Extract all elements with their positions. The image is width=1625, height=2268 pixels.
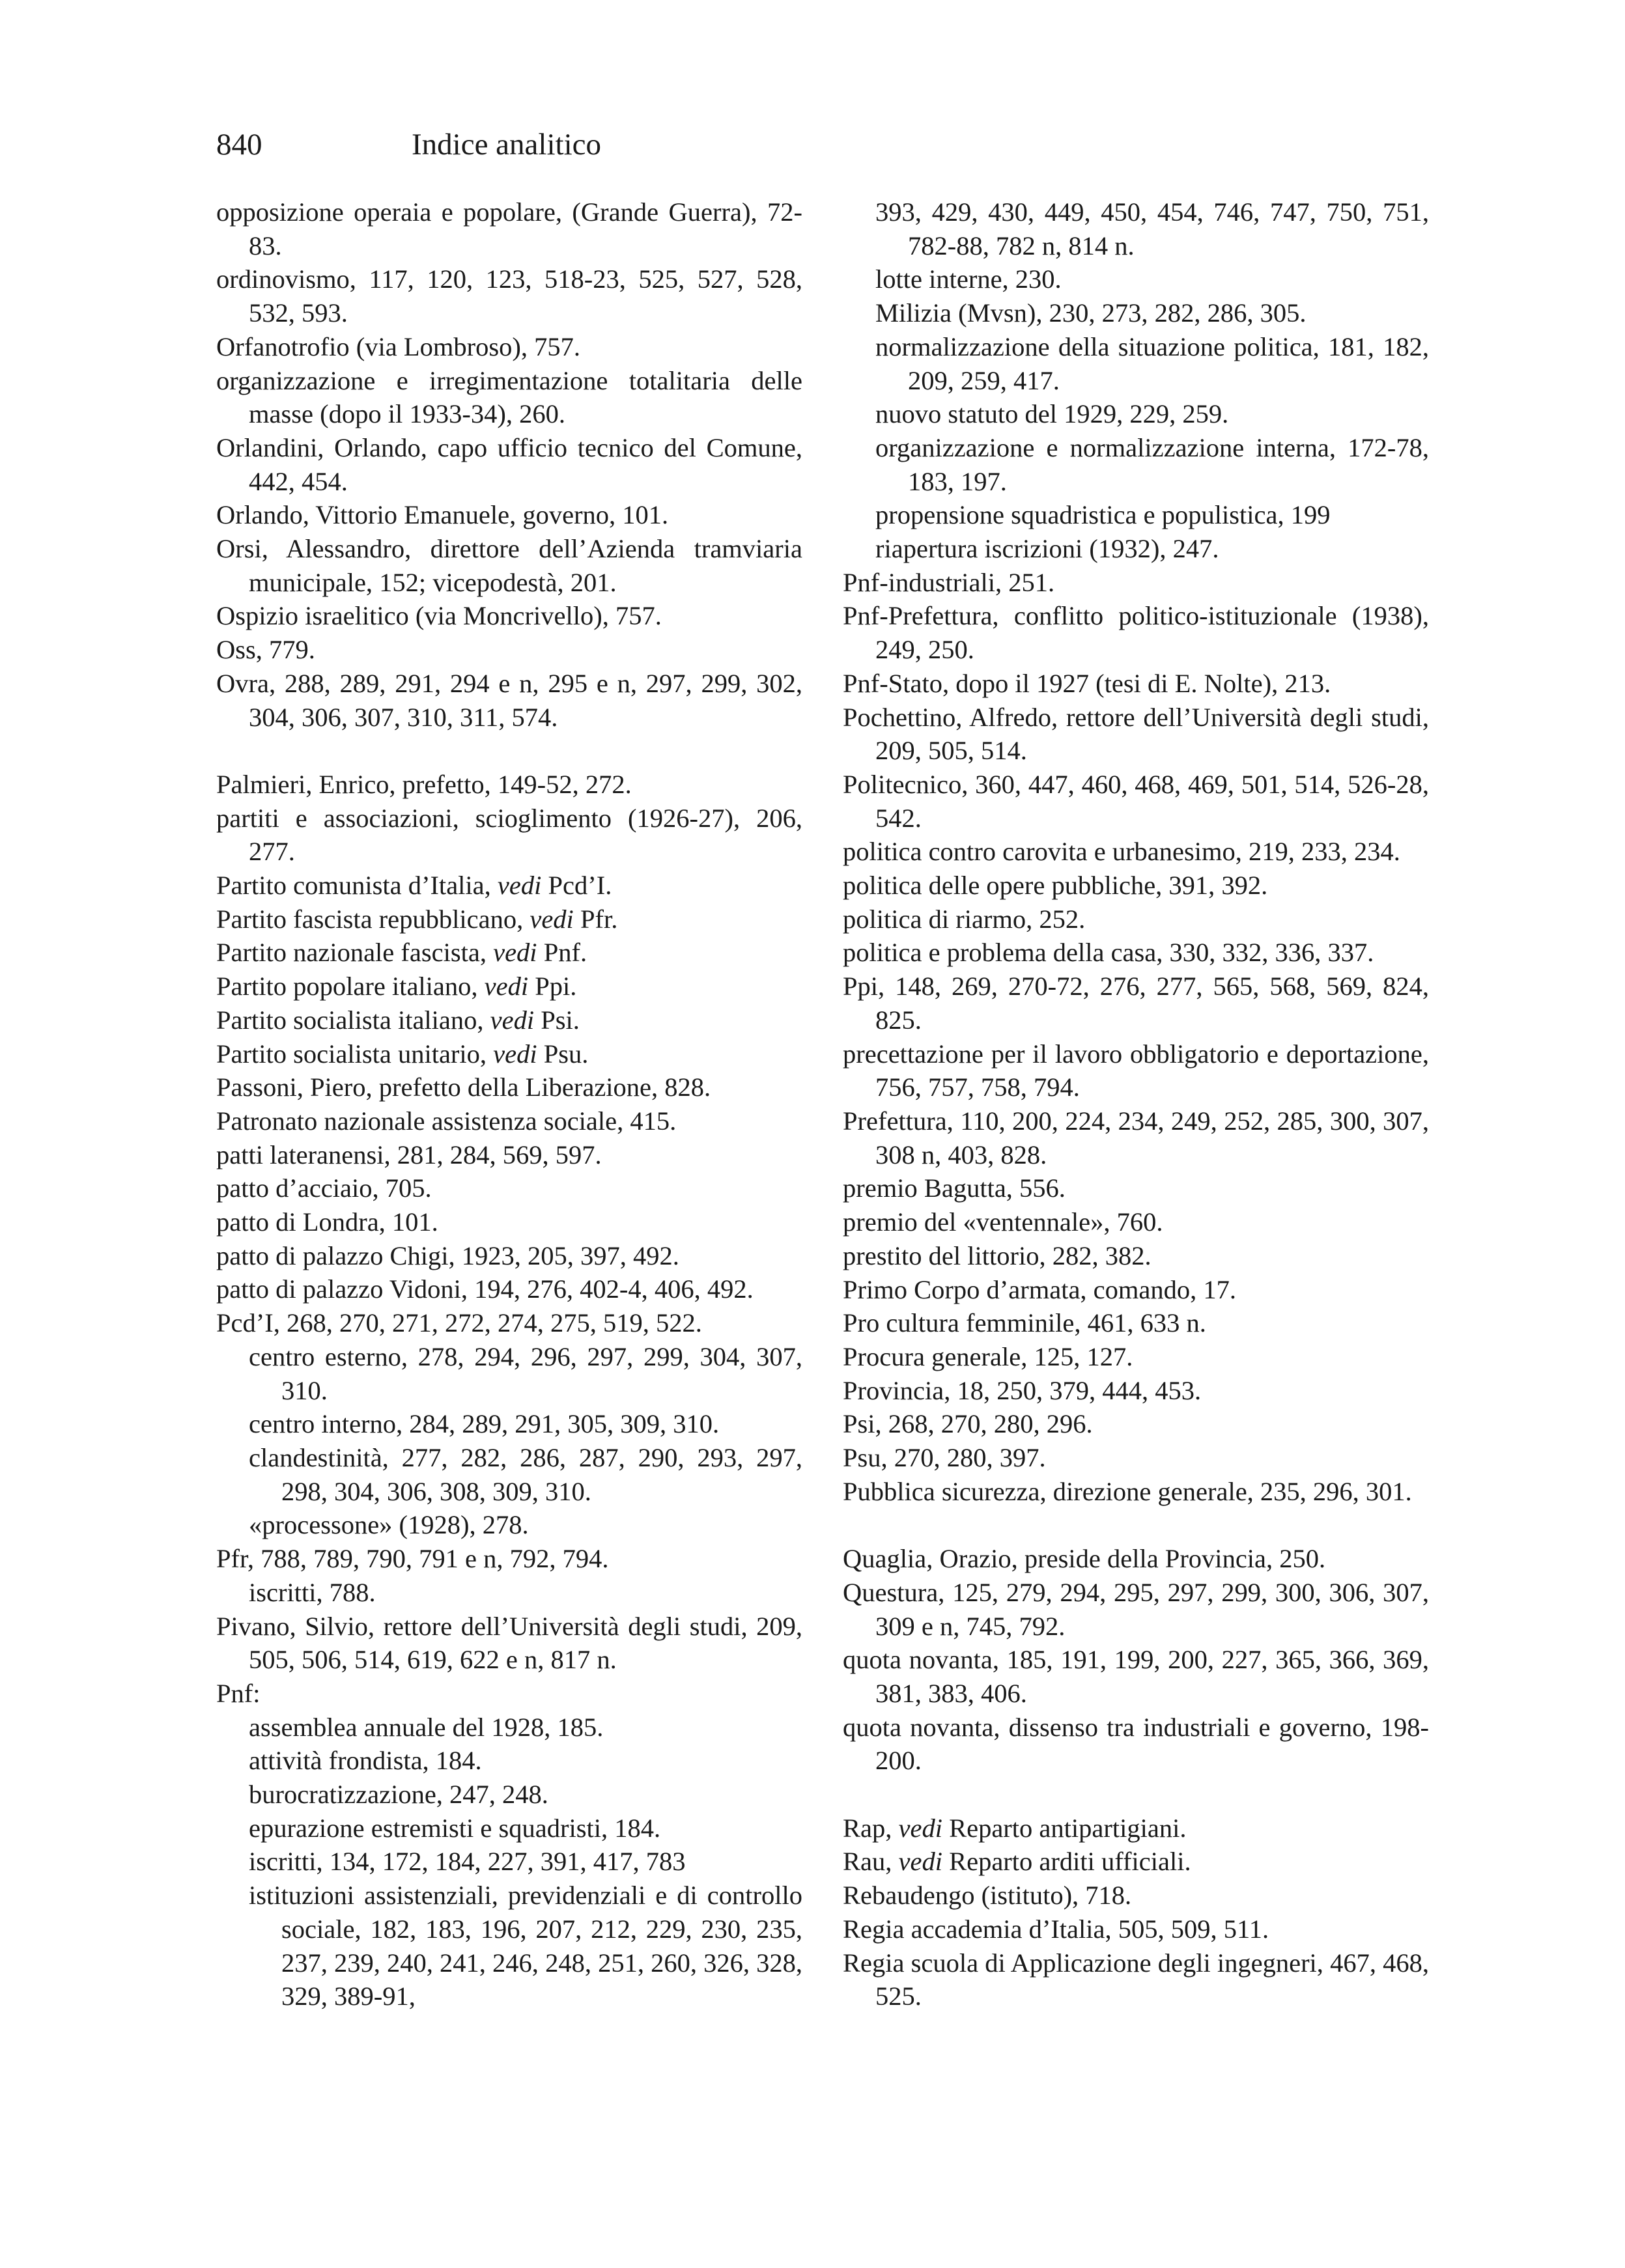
index-entry (843, 1946, 1429, 2013)
index-entry (216, 1037, 802, 1071)
entry-text: burocratizzazione, 247, 248. (249, 1780, 548, 1810)
entry-text: Partito popolare italiano, (216, 972, 485, 1001)
entry-text: Pnf: (216, 1678, 261, 1708)
index-entry (216, 1272, 802, 1306)
entry-text: patto d’acciaio, 705. (216, 1173, 432, 1203)
index-subentry (216, 1711, 802, 1744)
entry-text: politica di riarmo, 252. (843, 904, 1086, 934)
entry-text: centro esterno, 278, 294, 296, 297, 299, 304, 307, 310. (249, 1341, 802, 1405)
index-entry (216, 936, 802, 970)
index-entry (843, 667, 1429, 701)
index-entry (843, 903, 1429, 936)
entry-text: clandestinità, 277, 282, 286, 287, 290, 293, 297, 298, 304, 306, 308, 309, 310. (249, 1443, 802, 1506)
index-subentry (216, 1340, 802, 1407)
index-entry (843, 1711, 1429, 1778)
index-entry (216, 1003, 802, 1037)
index-subentry (843, 532, 1429, 566)
index-entry (216, 599, 802, 633)
index-entry (216, 633, 802, 667)
index-entry (216, 532, 802, 599)
index-entry (843, 1441, 1429, 1475)
entry-text: Primo Corpo d’armata, comando, 17. (843, 1274, 1236, 1304)
entry-text: Prefettura, 110, 200, 224, 234, 249, 252, 285, 300, 307, 308 n, 403, 828. (843, 1106, 1429, 1169)
entry-text: Orfanotrofio (via Lombroso), 757. (216, 331, 580, 361)
entry-text: Partito fascista repubblicano, (216, 904, 530, 934)
entry-text: Pivano, Silvio, rettore dell’Università degli studi, 209, 505, 506, 514, 619, 622 e n, 817 n. (216, 1611, 802, 1675)
see-reference-word: vedi (497, 871, 542, 901)
see-reference-target: Psi. (534, 1005, 580, 1035)
index-entry (843, 1912, 1429, 1946)
entry-text: partiti e associazioni, scioglimento (1926-27), 206, 277. (216, 803, 802, 867)
entry-text: Orlandini, Orlando, capo ufficio tecnico del Comune, 442, 454. (216, 432, 802, 496)
running-title: Indice analitico (412, 128, 601, 161)
index-entry (843, 1205, 1429, 1239)
entry-text: Pcd’I, 268, 270, 271, 272, 274, 275, 519, 522. (216, 1308, 702, 1338)
entry-text: Ppi, 148, 269, 270-72, 276, 277, 565, 568, 569, 824, 825. (843, 972, 1429, 1035)
entry-text: patto di palazzo Vidoni, 194, 276, 402-4, 406, 492. (216, 1274, 754, 1304)
entry-text: Pochettino, Alfredo, rettore dell’Università degli studi, 209, 505, 514. (843, 702, 1429, 766)
entry-text: patto di palazzo Chigi, 1923, 205, 397, 492. (216, 1240, 679, 1270)
entry-text: Orsi, Alessandro, direttore dell’Azienda tramviaria municipale, 152; vicepodestà, 201. (216, 534, 802, 597)
entry-text: prestito del littorio, 282, 382. (843, 1240, 1152, 1270)
index-entry (843, 1171, 1429, 1205)
index-entry (216, 869, 802, 903)
see-reference-target: Pcd’I. (541, 871, 612, 901)
index-subentry (843, 262, 1429, 296)
running-head (216, 125, 601, 164)
entry-text: Pfr, 788, 789, 790, 791 e n, 792, 794. (216, 1544, 609, 1574)
section-gap (216, 734, 802, 768)
entry-text: premio del «ventennale», 760. (843, 1207, 1163, 1237)
index-entry (216, 1104, 802, 1138)
entry-text: iscritti, 788. (249, 1577, 376, 1607)
index-entry (216, 1306, 802, 1340)
index-entry (843, 869, 1429, 903)
entry-text: politica contro carovita e urbanesimo, 219, 233, 234. (843, 837, 1400, 867)
entry-text: Provincia, 18, 250, 379, 444, 453. (843, 1375, 1202, 1405)
entry-text: centro interno, 284, 289, 291, 305, 309, 310. (249, 1409, 720, 1439)
index-subentry (843, 498, 1429, 532)
see-reference-word: vedi (898, 1813, 942, 1843)
index-entry (843, 1542, 1429, 1576)
entry-text: Psu, 270, 280, 397. (843, 1443, 1046, 1473)
section-gap (843, 1778, 1429, 1812)
index-entry (843, 566, 1429, 600)
index-entry (216, 262, 802, 329)
index-entry (843, 1845, 1429, 1879)
see-reference-target: Ppi. (528, 972, 577, 1001)
index-entry (843, 1340, 1429, 1374)
entry-text: Politecnico, 360, 447, 460, 468, 469, 501, 514, 526-28, 542. (843, 769, 1429, 833)
entry-text: Ospizio israelitico (via Moncrivello), 757. (216, 601, 662, 631)
entry-text: Passoni, Piero, prefetto della Liberazione, 828. (216, 1072, 711, 1102)
entry-text: patti lateranensi, 281, 284, 569, 597. (216, 1140, 602, 1169)
entry-text: Pnf-industriali, 251. (843, 567, 1055, 597)
see-reference-target: Pnf. (537, 938, 587, 968)
see-reference-target: Reparto arditi ufficiali. (942, 1847, 1191, 1877)
see-reference-target: Pfr. (573, 904, 618, 934)
index-subentry (216, 1778, 802, 1812)
entry-text: Patronato nazionale assistenza sociale, 415. (216, 1106, 677, 1136)
index-entry (843, 768, 1429, 835)
entry-text: patto di Londra, 101. (216, 1207, 438, 1237)
entry-text: Pnf-Stato, dopo il 1927 (tesi di E. Nolte), 213. (843, 668, 1331, 698)
index-entry (216, 802, 802, 869)
index-entry (216, 431, 802, 498)
index-entry (216, 1071, 802, 1104)
see-reference-target: Psu. (537, 1039, 589, 1069)
entry-text: precettazione per il lavoro obbligatorio e deportazione, 756, 757, 758, 794. (843, 1039, 1429, 1102)
index-entry (843, 936, 1429, 970)
entry-text: lotte interne, 230. (875, 264, 1062, 294)
index-entry (216, 1542, 802, 1576)
entry-text: Ovra, 288, 289, 291, 294 e n, 295 e n, 297, 299, 302, 304, 306, 307, 310, 311, 574. (216, 668, 802, 732)
see-reference-word: vedi (898, 1847, 942, 1877)
index-subentry (843, 431, 1429, 498)
index-entry (216, 903, 802, 936)
see-reference-word: vedi (493, 1039, 537, 1069)
index-entry (843, 1812, 1429, 1845)
index-entry (216, 195, 802, 262)
index-entry (843, 1374, 1429, 1408)
entry-text: epurazione estremisti e squadristi, 184. (249, 1813, 661, 1843)
index-subentry (216, 1879, 802, 2013)
index-subentry (216, 1407, 802, 1441)
index-entry (843, 1576, 1429, 1643)
entry-text: Psi, 268, 270, 280, 296. (843, 1409, 1093, 1439)
index-entry (216, 667, 802, 734)
entry-text: iscritti, 134, 172, 184, 227, 391, 417, 783 (249, 1847, 686, 1877)
entry-text: Rap, (843, 1813, 899, 1843)
entry-text: organizzazione e normalizzazione interna, 172-78, 183, 197. (875, 432, 1429, 496)
entry-text: Milizia (Mvsn), 230, 273, 282, 286, 305. (875, 298, 1307, 328)
index-subentry (843, 296, 1429, 330)
index-subentry (216, 1508, 802, 1542)
entry-text: quota novanta, 185, 191, 199, 200, 227, 365, 366, 369, 381, 383, 406. (843, 1645, 1429, 1708)
index-entry (843, 835, 1429, 869)
index-subentry (843, 397, 1429, 431)
index-entry (843, 1879, 1429, 1912)
index-entry (216, 1205, 802, 1239)
entry-text: Pnf-Prefettura, conflitto politico-istituzionale (1938), 249, 250. (843, 601, 1429, 665)
entry-text: Quaglia, Orazio, preside della Provincia, 250. (843, 1544, 1326, 1574)
entry-text: Orlando, Vittorio Emanuele, governo, 101. (216, 500, 669, 530)
section-gap (843, 1508, 1429, 1542)
index-subentry (216, 1576, 802, 1610)
index-entry (843, 970, 1429, 1037)
entry-text: Rebaudengo (istituto), 718. (843, 1881, 1132, 1911)
entry-text: riapertura iscrizioni (1932), 247. (875, 534, 1219, 564)
see-reference-word: vedi (530, 904, 574, 934)
entry-text: Pubblica sicurezza, direzione generale, 235, 296, 301. (843, 1476, 1412, 1506)
index-subentry (216, 1845, 802, 1879)
entry-text: premio Bagutta, 556. (843, 1173, 1066, 1203)
entry-text: propensione squadristica e populistica, 199 (875, 500, 1331, 530)
entry-text: istituzioni assistenziali, previdenziali e di controllo sociale, 182, 183, 196, 207, 212, 229, 230, 235, 237, 239, 240, 241, 246, 248, 251, 260, 326, 328, 329, 389-91, (249, 1881, 802, 2011)
index-entry (216, 1677, 802, 1711)
index-entry (843, 701, 1429, 768)
entry-text: Rau, (843, 1847, 899, 1877)
index-subentry (216, 1744, 802, 1778)
entry-text: Partito socialista italiano, (216, 1005, 490, 1035)
index-entry (843, 1407, 1429, 1441)
entry-text: Oss, 779. (216, 635, 315, 665)
index-entry (216, 1239, 802, 1273)
entry-text: 393, 429, 430, 449, 450, 454, 746, 747, 750, 751, 782-88, 782 n, 814 n. (875, 197, 1429, 260)
page-number: 840 (216, 128, 262, 161)
entry-text: politica e problema della casa, 330, 332, 336, 337. (843, 938, 1374, 968)
index-entry (843, 1273, 1429, 1307)
index-column-right (843, 195, 1429, 2013)
index-subentry (216, 1812, 802, 1845)
index-entry (843, 599, 1429, 666)
entry-text: Partito socialista unitario, (216, 1039, 494, 1069)
index-column-left (216, 195, 802, 2013)
entry-text: Partito comunista d’Italia, (216, 871, 498, 901)
index-entry (843, 1475, 1429, 1509)
entry-text: normalizzazione della situazione politica, 181, 182, 209, 259, 417. (875, 331, 1429, 395)
index-entry (843, 1037, 1429, 1104)
see-reference-word: vedi (490, 1005, 535, 1035)
index-subentry (843, 330, 1429, 397)
index-entry (216, 330, 802, 364)
entry-text: Palmieri, Enrico, prefetto, 149-52, 272. (216, 769, 632, 799)
entry-text: assemblea annuale del 1928, 185. (249, 1712, 604, 1742)
index-entry (216, 498, 802, 532)
see-reference-target: Reparto antipartigiani. (942, 1813, 1187, 1843)
index-entry (216, 1171, 802, 1205)
index-entry (843, 1104, 1429, 1171)
see-reference-word: vedi (493, 938, 537, 968)
entry-text: «processone» (1928), 278. (249, 1510, 529, 1540)
entry-text: quota novanta, dissenso tra industriali e governo, 198-200. (843, 1712, 1429, 1776)
entry-text: Procura generale, 125, 127. (843, 1341, 1133, 1371)
see-reference-word: vedi (484, 972, 529, 1001)
entry-text: Questura, 125, 279, 294, 295, 297, 299, 300, 306, 307, 309 e n, 745, 792. (843, 1577, 1429, 1641)
entry-text: opposizione operaia e popolare, (Grande Guerra), 72-83. (216, 197, 802, 260)
index-subentry (843, 195, 1429, 262)
entry-text: Regia accademia d’Italia, 505, 509, 511. (843, 1914, 1269, 1944)
entry-text: Pro cultura femminile, 461, 633 n. (843, 1308, 1206, 1338)
entry-text: politica delle opere pubbliche, 391, 392. (843, 871, 1268, 901)
index-entry (216, 768, 802, 802)
entry-text: Regia scuola di Applicazione degli ingegneri, 467, 468, 525. (843, 1948, 1429, 2011)
entry-text: Partito nazionale fascista, (216, 938, 494, 968)
entry-text: organizzazione e irregimentazione totalitaria delle masse (dopo il 1933-34), 260. (216, 365, 802, 429)
index-entry (843, 1306, 1429, 1340)
index-entry (216, 970, 802, 1003)
index-entry (843, 1643, 1429, 1710)
index-entry (216, 1138, 802, 1172)
index-entry (216, 364, 802, 431)
entry-text: ordinovismo, 117, 120, 123, 518-23, 525, 527, 528, 532, 593. (216, 264, 802, 328)
index-entry (216, 1610, 802, 1677)
index-entry (843, 1239, 1429, 1273)
index-subentry (216, 1441, 802, 1508)
entry-text: attività frondista, 184. (249, 1746, 482, 1776)
entry-text: nuovo statuto del 1929, 229, 259. (875, 399, 1229, 429)
